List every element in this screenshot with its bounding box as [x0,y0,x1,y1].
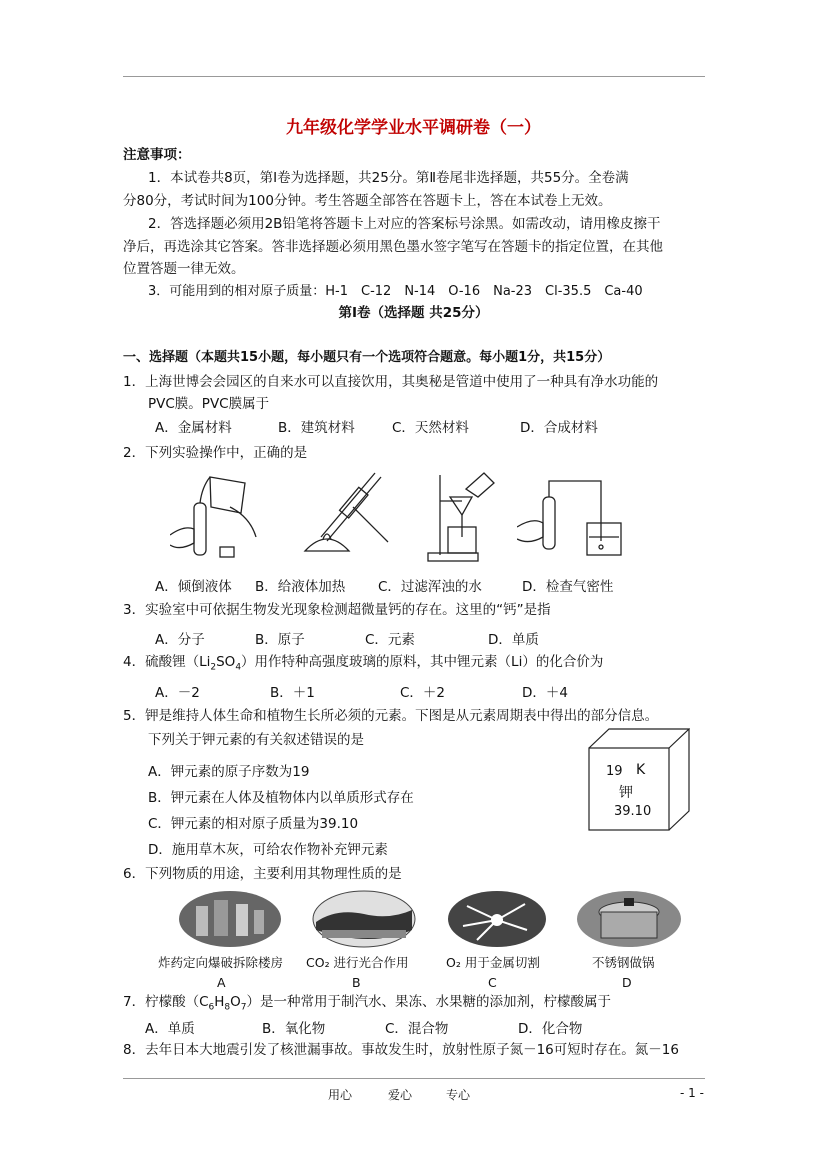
page-title: 九年级化学学业水平调研卷（一） [286,118,541,138]
note-line: 2．答选择题必须用2B铅笔将答题卡上对应的答案标号涂黑。如需改动，请用橡皮擦干 [148,216,661,232]
q7-stem-part: 7．柠檬酸（C [123,994,209,1010]
q6-stem: 6．下列物质的用途，主要利用其物理性质的是 [123,866,402,882]
q4-subscript: 4 [235,662,242,673]
q7-option-c: C．混合物 [385,1021,449,1037]
part1-heading: 第Ⅰ卷（选择题 共25分） [338,305,489,321]
q2-option-d: D．检查气密性 [522,579,614,595]
q7-stem [123,992,611,1018]
q6-caption-a: 炸药定向爆破拆除楼房 [158,955,284,970]
q4-stem-part: ）用作特种高强度玻璃的原料，其中锂元素（Li）的化合价为 [241,654,604,670]
element-name: 钾 [619,785,633,801]
q7-option-a: A．单质 [145,1021,195,1037]
q4-stem-part: 4．硫酸锂（Li [123,654,211,670]
q5-option-d: D．施用草木灰，可给农作物补充钾元素 [148,842,388,858]
q7-stem-part: O [230,994,241,1010]
q5-option-b: B．钾元素在人体及植物体内以单质形式存在 [148,790,414,806]
q1-option-b: B．建筑材料 [278,420,355,436]
q4-option-c: C．＋2 [400,685,446,701]
q7-subscript: 6 [208,1002,215,1013]
photosynthesis-photo [312,890,416,948]
q7-stem-part: ）是一种常用于制汽水、果冻、水果糖的添加剂，柠檬酸属于 [246,994,612,1010]
top-rule [123,76,705,77]
footer-text: 爱心 [388,1088,413,1102]
q1-stem: 1．上海世博会会园区的自来水可以直接饮用，其奥秘是管道中使用了一种具有净水功能的 [123,374,659,390]
q1-stem: PVC膜。PVC膜属于 [148,396,270,412]
pouring-liquid-illustration [170,467,270,567]
q6-caption-b: CO₂ 进行光合作用 [306,955,409,970]
q6-caption-c: O₂ 用于金属切割 [446,955,540,970]
page-number: - 1 - [680,1086,704,1100]
notes-heading: 注意事项： [123,147,191,163]
element-symbol: K [636,762,646,778]
filtering-water-illustration [422,467,522,567]
q6-letter-b: B [352,975,361,990]
section1-heading: 一、选择题（本题共15小题，每小题只有一个选项符合题意。每小题1分，共15分） [123,350,611,365]
q5-stem: 5．钾是维持人体生命和植物生长所必须的元素。下图是从元素周期表中得出的部分信息。 [123,708,659,724]
q1-option-d: D．合成材料 [520,420,598,436]
footer-text: 用心 [328,1088,353,1102]
q7-subscript: 8 [224,1002,231,1013]
footer-text: 专心 [446,1088,471,1102]
q3-option-d: D．单质 [488,632,539,648]
element-tile-potassium [588,728,690,832]
q7-option-d: D．化合物 [518,1021,583,1037]
demolition-photo [178,890,282,948]
q2-option-c: C．过滤浑浊的水 [378,579,482,595]
q5-option-c: C．钾元素的相对原子质量为39.10 [148,816,359,832]
note-line: 3．可能用到的相对原子质量：H-1 C-12 N-14 O-16 Na-23 Cl-35.5 Ca-40 [148,284,643,299]
q2-option-b: B．给液体加热 [255,579,346,595]
q7-subscript: 7 [240,1002,247,1013]
q2-stem: 2．下列实验操作中，正确的是 [123,445,308,461]
metal-cutting-photo [447,890,547,948]
q6-letter-c: C [488,975,497,990]
q8-stem: 8．去年日本大地震引发了核泄漏事故。事故发生时，放射性原子氮－16可短时存在。氮－16 [123,1042,679,1058]
q5-stem: 下列关于钾元素的有关叙述错误的是 [148,732,364,748]
note-line: 净后，再选涂其它答案。答非选择题必须用黑色墨水签字笔写在答题卡的指定位置，在其他 [123,239,663,255]
note-line: 位置答题一律无效。 [123,261,245,277]
q4-option-d: D．＋4 [522,685,568,701]
bottom-rule [123,1078,705,1079]
element-number: 19 [606,764,623,779]
q4-option-b: B．＋1 [270,685,315,701]
q3-stem: 3．实验室中可依据生物发光现象检测超微量钙的存在。这里的“钙”是指 [123,602,551,618]
heating-liquid-illustration [293,467,393,567]
q6-letter-d: D [622,975,632,990]
q4-subscript: 2 [210,662,217,673]
q3-option-c: C．元素 [365,632,415,648]
q2-option-a: A．倾倒液体 [155,579,232,595]
element-mass: 39.10 [614,804,652,819]
q6-caption-d: 不锈钢做锅 [592,955,655,970]
q1-option-c: C．天然材料 [392,420,469,436]
q4-stem [123,652,603,678]
q4-option-a: A．－2 [155,685,200,701]
q6-letter-a: A [217,975,226,990]
note-line: 分80分，考试时间为100分钟。考生答题全部答在答题卡上，答在本试卷上无效。 [123,193,612,209]
stainless-pot-photo [576,890,682,948]
gas-tightness-check-illustration [517,467,632,567]
note-line: 1．本试卷共8页，第Ⅰ卷为选择题，共25分。第Ⅱ卷尾非选择题，共55分。全卷满 [148,170,629,186]
q7-stem-part: H [214,994,225,1010]
q5-option-a: A．钾元素的原子序数为19 [148,764,310,780]
q3-option-b: B．原子 [255,632,305,648]
q1-option-a: A．金属材料 [155,420,232,436]
q4-stem-part: SO [216,654,236,670]
q7-option-b: B．氧化物 [262,1021,326,1037]
q3-option-a: A．分子 [155,632,205,648]
